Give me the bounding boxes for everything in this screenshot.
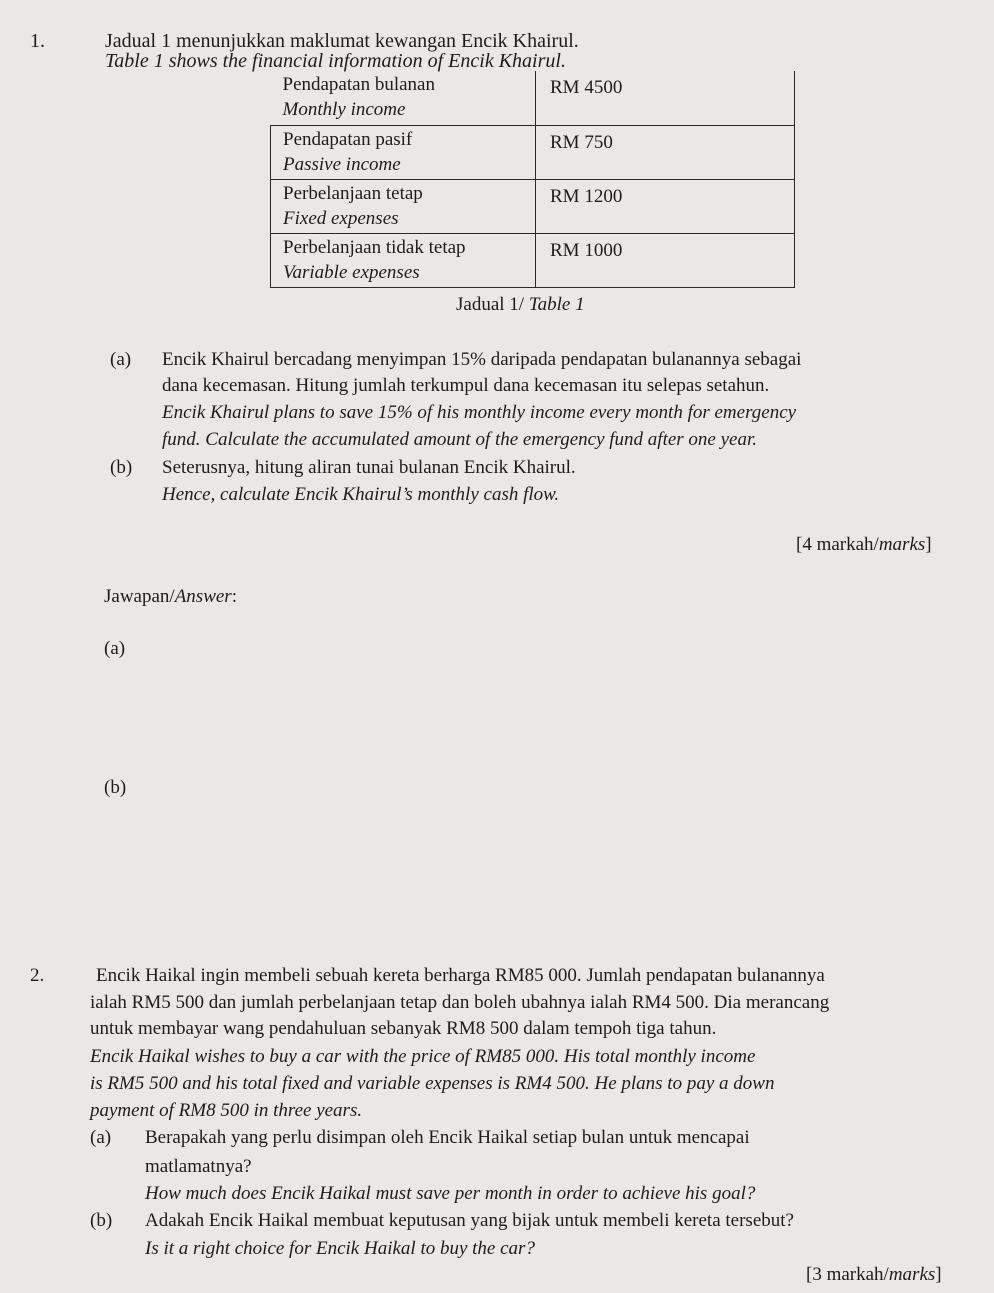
row-value: RM 750 (536, 125, 795, 179)
row-label-en: Passive income (283, 153, 401, 175)
row-value: RM 1000 (536, 233, 795, 287)
row-label-ms: Pendapatan bulanan (282, 74, 435, 95)
q2-ms-line1: Encik Haikal ingin membeli sebuah kereta berharga RM85 000. Jumlah pendapatan bulanannya (96, 965, 825, 986)
row-label-ms: Pendapatan pasif (283, 128, 413, 150)
q2-marks: [3 markah/marks] (806, 1264, 942, 1285)
q1-marks: [4 markah/marks] (796, 534, 932, 555)
row-value: RM 4500 (536, 71, 795, 125)
q2b-en: Is it a right choice for Encik Haikal to buy the car? (145, 1238, 535, 1259)
q1b-label: (b) (110, 457, 133, 478)
q2a-ms-line1: Berapakah yang perlu disimpan oleh Encik Haikal setiap bulan untuk mencapai (145, 1127, 750, 1148)
q1a-label: (a) (110, 349, 132, 370)
row-label-ms: Perbelanjaan tetap (283, 182, 423, 204)
row-label-ms: Perbelanjaan tidak tetap (283, 236, 466, 258)
answer-a-label: (a) (104, 638, 126, 659)
q2-ms-line3: untuk membayar wang pendahuluan sebanyak RM8 500 dalam tempoh tiga tahun. (90, 1018, 717, 1039)
q1a-en-line2: fund. Calculate the accumulated amount of the emergency fund after one year. (162, 429, 758, 450)
table-caption: Jadual 1/ Table 1 (456, 294, 585, 315)
q2a-en: How much does Encik Haikal must save per month in order to achieve his goal? (145, 1183, 756, 1204)
q1-intro-en: Table 1 shows the financial information of Encik Khairul. (105, 50, 566, 72)
q2b-label: (b) (90, 1210, 113, 1231)
q2a-label: (a) (90, 1127, 112, 1148)
q2-en-line3: payment of RM8 500 in three years. (90, 1100, 363, 1121)
q2-ms-line2: ialah RM5 500 dan jumlah perbelanjaan tetap dan boleh ubahnya ialah RM4 500. Dia merancang (90, 992, 830, 1013)
q1-intro-ms: Jadual 1 menunjukkan maklumat kewangan Encik Khairul. (105, 30, 579, 52)
q1a-ms-line2: dana kecemasan. Hitung jumlah terkumpul dana kecemasan itu selepas setahun. (162, 375, 770, 396)
answer-b-label: (b) (104, 777, 127, 798)
q2-number: 2. (30, 965, 45, 986)
table-row (271, 179, 795, 233)
table-row (271, 71, 795, 125)
row-label-en: Monthly income (282, 99, 406, 120)
answer-heading: Jawapan/Answer: (104, 586, 237, 607)
q2-en-line2: is RM5 500 and his total fixed and variable expenses is RM4 500. He plans to pay a down (90, 1073, 775, 1094)
row-label-en: Variable expenses (283, 261, 420, 283)
row-label-en: Fixed expenses (283, 207, 399, 229)
q1b-en: Hence, calculate Encik Khairul’s monthly cash flow. (162, 484, 560, 505)
q1b-ms: Seterusnya, hitung aliran tunai bulanan Encik Khairul. (162, 457, 576, 478)
q1-number: 1. (30, 30, 45, 52)
q2-en-line1: Encik Haikal wishes to buy a car with the price of RM85 000. His total monthly income (90, 1046, 756, 1067)
table-row (271, 125, 795, 179)
table-row (271, 233, 795, 287)
q2a-ms-line2: matlamatnya? (145, 1156, 252, 1177)
q2b-ms: Adakah Encik Haikal membuat keputusan yang bijak untuk membeli kereta tersebut? (145, 1210, 794, 1231)
q1a-en-line1: Encik Khairul plans to save 15% of his monthly income every month for emergency (162, 402, 797, 423)
q1a-ms-line1: Encik Khairul bercadang menyimpan 15% daripada pendapatan bulanannya sebagai (162, 349, 802, 370)
financial-table (270, 71, 795, 288)
row-value: RM 1200 (536, 179, 795, 233)
